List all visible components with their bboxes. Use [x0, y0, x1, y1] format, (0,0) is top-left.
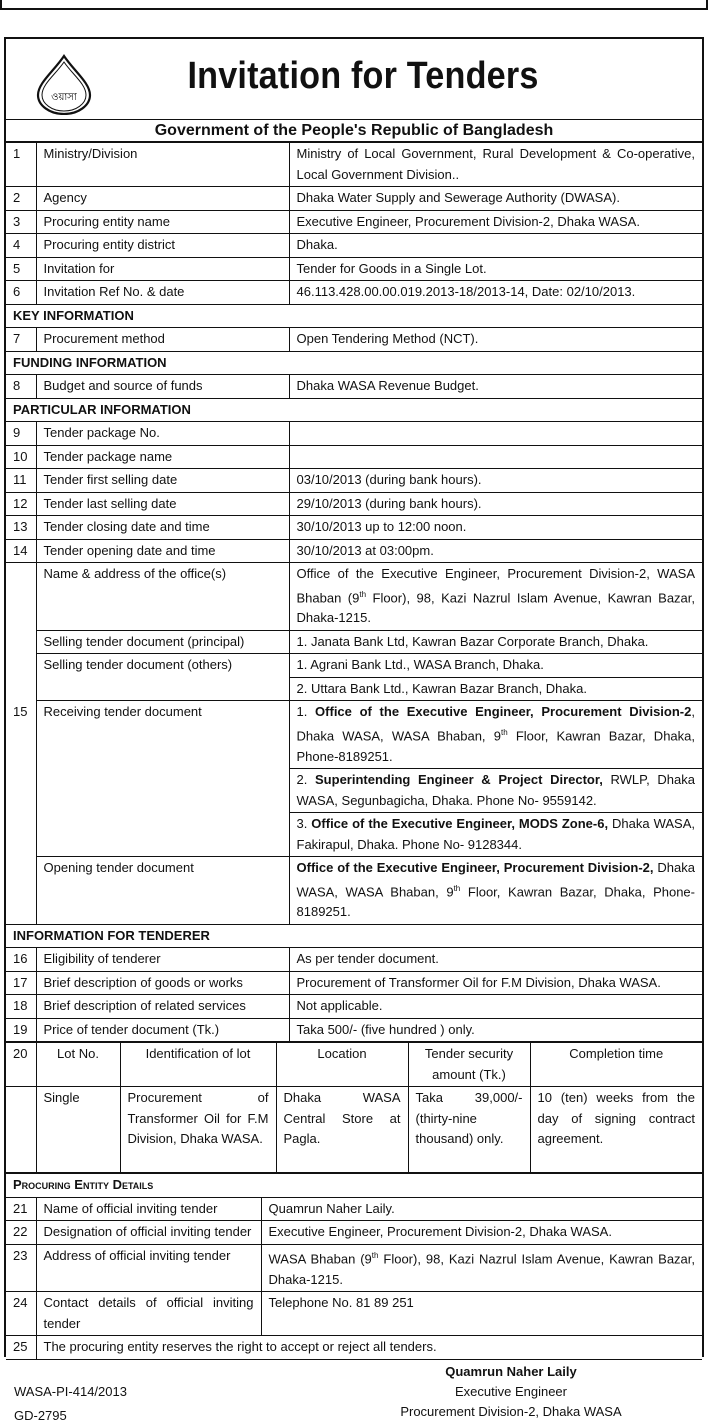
procuring-entity-table — [6, 1173, 702, 1359]
row-number: 11 — [6, 469, 36, 493]
lot-table — [6, 1042, 702, 1173]
table-row — [6, 1018, 702, 1042]
lot-header-location: Location — [276, 1043, 408, 1087]
table-row — [6, 375, 702, 399]
section-particular-information: PARTICULAR INFORMATION — [6, 398, 702, 422]
table-row — [6, 143, 702, 187]
selling-principal-label: Selling tender document (principal) — [36, 630, 289, 654]
row-label: Address of official inviting tender — [36, 1244, 261, 1291]
row-number: 5 — [6, 257, 36, 281]
row-label: Tender first selling date — [36, 469, 289, 493]
row-label: Procuring entity district — [36, 234, 289, 258]
table-row — [6, 492, 702, 516]
row-label: Tender package name — [36, 445, 289, 469]
table-row — [6, 1197, 702, 1221]
lot-header-lot-no: Lot No. — [36, 1043, 120, 1087]
row-label: Tender closing date and time — [36, 516, 289, 540]
row-label: Contact details of official inviting tender — [36, 1292, 261, 1336]
office-address-label: Name & address of the office(s) — [36, 563, 289, 631]
notice-header — [6, 39, 702, 120]
row-value: 46.113.428.00.00.019.2013-18/2013-14, Date: 02/10/2013. — [289, 281, 702, 305]
row-value: Not applicable. — [289, 995, 702, 1019]
gd-number: GD-2795 — [14, 1407, 67, 1423]
row-label: Invitation for — [36, 257, 289, 281]
receiving-value-2: 2. Superintending Engineer & Project Director, RWLP, Dhaka WASA, Segunbagicha, Dhaka. Phone No- 9559142. — [289, 769, 702, 813]
receiving-value-3: 3. Office of the Executive Engineer, MODS Zone-6, Dhaka WASA, Fakirapul, Dhaka. Phone No- 9128344. — [289, 813, 702, 857]
row-number: 8 — [6, 375, 36, 399]
row-number: 15 — [6, 701, 36, 769]
table-row — [6, 469, 702, 493]
row-label: Tender package No. — [36, 422, 289, 446]
lot-cell-lot-no: Single — [36, 1087, 120, 1173]
row-value: Executive Engineer, Procurement Division-2, Dhaka WASA. — [261, 1221, 702, 1245]
tender-notice — [4, 37, 704, 1423]
table-row — [6, 422, 702, 446]
table-row — [6, 187, 702, 211]
row-value: As per tender document. — [289, 948, 702, 972]
signer-division: Procurement Division-2, Dhaka WASA — [400, 1403, 622, 1419]
section-information-for-tenderer: INFORMATION FOR TENDERER — [6, 924, 702, 948]
row-label: Agency — [36, 187, 289, 211]
row-label: Procurement method — [36, 328, 289, 352]
row-number: 1 — [6, 143, 36, 187]
row-number: 16 — [6, 948, 36, 972]
office-address-value: Office of the Executive Engineer, Procurement Division-2, WASA Bhaban (9th Floor), 98, Kazi Nazrul Islam Avenue, Kawran Bazar, Dhaka-1215. — [289, 563, 702, 631]
lot-cell-security: Taka 39,000/- (thirty-nine thousand) only. — [408, 1087, 530, 1173]
section-funding-information: FUNDING INFORMATION — [6, 351, 702, 375]
row-number: 18 — [6, 995, 36, 1019]
row-number: 6 — [6, 281, 36, 305]
row-number: 7 — [6, 328, 36, 352]
row-value: 30/10/2013 at 03:00pm. — [289, 539, 702, 563]
lot-header-security: Tender security amount (Tk.) — [408, 1043, 530, 1087]
table-row — [6, 1221, 702, 1245]
signer-name: Quamrun Naher Laily — [445, 1363, 577, 1379]
table-row — [6, 971, 702, 995]
lot-header-completion: Completion time — [530, 1043, 702, 1087]
row-number: 4 — [6, 234, 36, 258]
selling-principal-value: 1. Janata Bank Ltd, Kawran Bazar Corporate Branch, Dhaka. — [289, 630, 702, 654]
row-value: Ministry of Local Government, Rural Development & Co-operative, Local Government Division.. — [289, 143, 702, 187]
table-row — [6, 948, 702, 972]
row-number: 17 — [6, 971, 36, 995]
row-label: Name of official inviting tender — [36, 1197, 261, 1221]
row-number: 21 — [6, 1197, 36, 1221]
table-row — [6, 995, 702, 1019]
row-number: 25 — [6, 1336, 36, 1360]
opening-label: Opening tender document — [36, 857, 289, 925]
row-number: 2 — [6, 187, 36, 211]
row-value: 30/10/2013 up to 12:00 noon. — [289, 516, 702, 540]
row-label: Budget and source of funds — [36, 375, 289, 399]
signer-designation: Executive Engineer — [454, 1383, 567, 1399]
previous-ad-border — [0, 0, 708, 10]
section-procuring-entity: Procuring Entity Details — [6, 1174, 702, 1198]
row-value: Quamrun Naher Laily. — [261, 1197, 702, 1221]
row-number: 12 — [6, 492, 36, 516]
selling-others-value-2: 2. Uttara Bank Ltd., Kawran Bazar Branch, Dhaka. — [289, 677, 702, 701]
table-row — [6, 1336, 702, 1360]
table-row — [6, 328, 702, 352]
row-label: Invitation Ref No. & date — [36, 281, 289, 305]
row-number: 20 — [6, 1043, 36, 1087]
row-label: Designation of official inviting tender — [36, 1221, 261, 1245]
row-value: Dhaka. — [289, 234, 702, 258]
table-row — [6, 210, 702, 234]
government-heading: Government of the People's Republic of Bangladesh — [6, 120, 702, 142]
row-value: Procurement of Transformer Oil for F.M Division, Dhaka WASA. — [289, 971, 702, 995]
section-key-information: KEY INFORMATION — [6, 304, 702, 328]
receiving-value-1: 1. Office of the Executive Engineer, Procurement Division-2, Dhaka WASA, WASA Bhaban, 9th Floor, Kawran Bazar, Dhaka, Phone-8189251. — [289, 701, 702, 769]
row-value — [289, 422, 702, 446]
logo-text: ওয়াসা — [51, 92, 77, 103]
table-row — [6, 257, 702, 281]
row-number: 22 — [6, 1221, 36, 1245]
row-value: Tender for Goods in a Single Lot. — [289, 257, 702, 281]
row-label: Tender opening date and time — [36, 539, 289, 563]
row-label: Tender last selling date — [36, 492, 289, 516]
reference-number: WASA-PI-414/2013 — [14, 1383, 127, 1399]
notice-footer — [6, 1360, 702, 1423]
lot-cell-location: Dhaka WASA Central Store at Pagla. — [276, 1087, 408, 1173]
row-value — [289, 445, 702, 469]
table-row — [6, 539, 702, 563]
row-label: Brief description of goods or works — [36, 971, 289, 995]
row-value: Open Tendering Method (NCT). — [289, 328, 702, 352]
signature-block — [346, 1362, 676, 1422]
row-number: 3 — [6, 210, 36, 234]
row-number: 23 — [6, 1244, 36, 1291]
lot-cell-identification: Procurement of Transformer Oil for F.M Division, Dhaka WASA. — [120, 1087, 276, 1173]
row-value: 29/10/2013 (during bank hours). — [289, 492, 702, 516]
page-title: Invitation for Tenders — [187, 55, 539, 97]
row-number: 14 — [6, 539, 36, 563]
row-number: 13 — [6, 516, 36, 540]
row-label: Price of tender document (Tk.) — [36, 1018, 289, 1042]
row-value: Taka 500/- (five hundred ) only. — [289, 1018, 702, 1042]
row-value: Dhaka WASA Revenue Budget. — [289, 375, 702, 399]
row-number: 24 — [6, 1292, 36, 1336]
row-number: 10 — [6, 445, 36, 469]
lot-cell-completion: 10 (ten) weeks from the day of signing contract agreement. — [530, 1087, 702, 1173]
selling-others-value-1: 1. Agrani Bank Ltd., WASA Branch, Dhaka. — [289, 654, 702, 678]
row-value: Dhaka Water Supply and Sewerage Authority (DWASA). — [289, 187, 702, 211]
row-value: Executive Engineer, Procurement Division-2, Dhaka WASA. — [289, 210, 702, 234]
opening-value: Office of the Executive Engineer, Procurement Division-2, Dhaka WASA, WASA Bhaban, 9th Floor, Kawran Bazar, Dhaka, Phone-8189251. — [289, 857, 702, 925]
table-row — [6, 516, 702, 540]
receiving-label: Receiving tender document — [36, 701, 289, 857]
table-row — [6, 234, 702, 258]
row-value: WASA Bhaban (9th Floor), 98, Kazi Nazrul Islam Avenue, Kawran Bazar, Dhaka-1215. — [261, 1244, 702, 1291]
row-label: Eligibility of tenderer — [36, 948, 289, 972]
lot-header-identification: Identification of lot — [120, 1043, 276, 1087]
row-value: 03/10/2013 (during bank hours). — [289, 469, 702, 493]
row-label: Procuring entity name — [36, 210, 289, 234]
selling-others-label: Selling tender document (others) — [36, 654, 289, 701]
row-number: 9 — [6, 422, 36, 446]
table-row — [6, 445, 702, 469]
table-row — [6, 1244, 702, 1291]
row-label: Brief description of related services — [36, 995, 289, 1019]
row-value: The procuring entity reserves the right to accept or reject all tenders. — [36, 1336, 702, 1360]
tender-info-table — [6, 142, 702, 1042]
row-label: Ministry/Division — [36, 143, 289, 187]
row-value: Telephone No. 81 89 251 — [261, 1292, 702, 1336]
table-row — [6, 1292, 702, 1336]
table-row — [6, 281, 702, 305]
row-number: 19 — [6, 1018, 36, 1042]
